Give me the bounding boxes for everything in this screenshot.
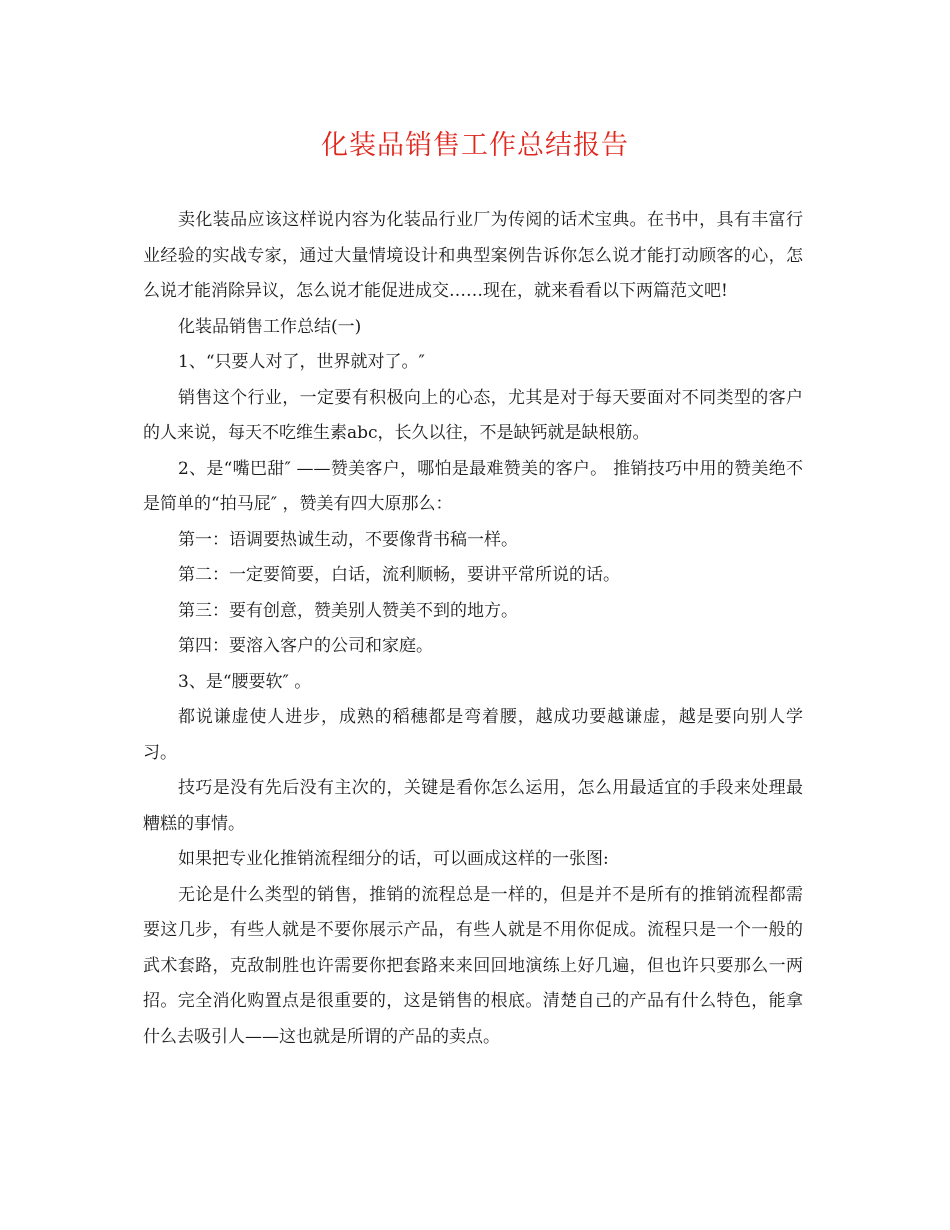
humility-paragraph: 都说谦虚使人进步，成熟的稻穗都是弯着腰，越成功要越谦虚，越是要向别人学习。: [143, 707, 803, 763]
document-title: 化装品销售工作总结报告: [321, 130, 629, 161]
principle-2: 第二：一定要简要，白话，流利顺畅，要讲平常所说的话。: [178, 565, 620, 585]
technique-paragraph: 技巧是没有先后没有主次的，关键是看你怎么运用，怎么用最适宜的手段来处理最糟糕的事情。: [143, 778, 803, 834]
principle-4: 第四：要溶入客户的公司和家庭。: [178, 636, 433, 656]
process-intro-paragraph: 如果把专业化推销流程细分的话，可以画成这样的一张图:: [178, 849, 609, 869]
intro-paragraph: 卖化装品应该这样说内容为化装品行业厂为传阅的话术宝典。在书中，具有丰富行业经验的实战专家，通过大量情境设计和典型案例告诉你怎么说才能打动顾客的心，怎么说才能消除异议，怎么说才能促进成交……现在，就来看看以下两篇范文吧!: [143, 210, 803, 301]
section-heading: 化装品销售工作总结(一): [178, 316, 362, 337]
point-2-paragraph: 2、是“嘴巴甜″ ——赞美客户，哪怕是最难赞美的客户。 推销技巧中用的赞美绝不是简单的“拍马屁″ ，赞美有四大原那么：: [143, 458, 803, 514]
point-3-heading: 3、是“腰要软″ 。: [178, 671, 312, 692]
point-1-paragraph: 销售这个行业，一定要有积极向上的心态，尤其是对于每天要面对不同类型的客户的人来说，每天不吃维生素abc，长久以往，不是缺钙就是缺根筋。: [143, 387, 803, 443]
process-paragraph: 无论是什么类型的销售，推销的流程总是一样的，但是并不是所有的推销流程都需要这几步，有些人就是不要你展示产品，有些人就是不用你促成。流程只是一个一般的武术套路，克敌制胜也许需要你把套路来来回回地演练上好几遍，但也许只要那么一两招。完全消化购置点是很重要的，这是销售的根底。清楚自己的产品有什么特色，能拿什么去吸引人——这也就是所谓的产品的卖点。: [143, 884, 803, 1047]
document-body: [143, 203, 803, 1055]
principle-3: 第三：要有创意，赞美别人赞美不到的地方。: [178, 600, 518, 621]
principle-1: 第一：语调要热诚生动，不要像背书稿一样。: [178, 529, 518, 550]
point-1-heading: 1、“只要人对了，世界就对了。″: [178, 352, 425, 372]
